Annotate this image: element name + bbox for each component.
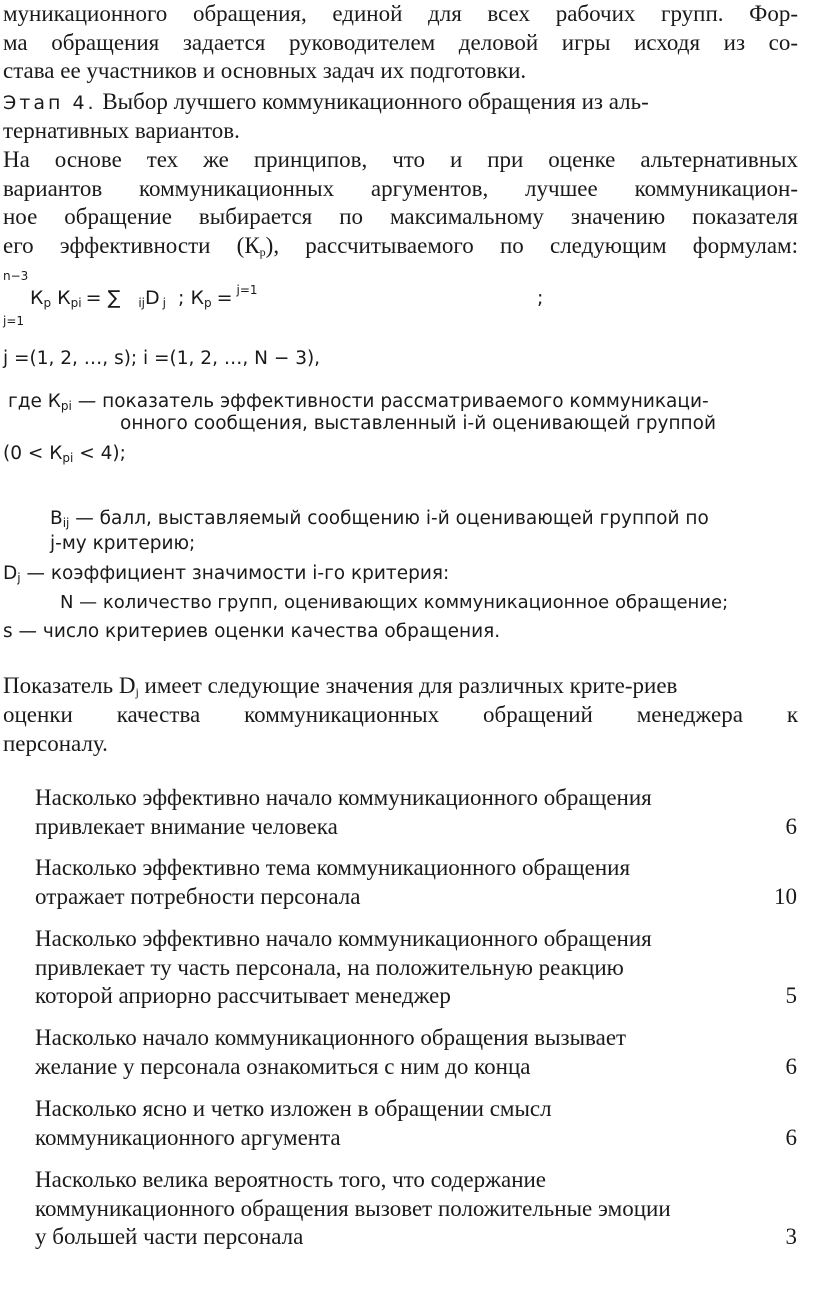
legend-s: s — число критериев оценки качества обращения. [3,621,501,642]
criterion-value: 5 [785,983,797,1008]
legend-dj-b: — коэффициент значимости i-го критерия: [20,563,450,584]
criterion-line: Насколько эффективно начало коммуникационного обращения [35,926,652,951]
formula-indices: j =(1, 2, …, s); i =(1, 2, …, N − 3), [3,348,321,369]
criterion-line: отражает потребности персонала [35,883,361,909]
legend-range-sub: рi [62,451,74,465]
formula-semicolon: ; [537,287,544,309]
formula-kp: ; К [178,287,204,309]
criterion-line: коммуникационного обращения вызовет положительные эмоции [35,1195,671,1221]
stage-4-heading [3,88,649,117]
legend-dj-sub: j [17,571,21,585]
formula-main [30,284,258,312]
formula-k2: К [57,287,71,309]
legend-kpi-cont: онного сообщения, выставленный i-й оценивающей группой [120,413,716,434]
legend-kpi-sub: рi [60,399,72,413]
legend-dj [3,560,449,588]
criterion-item [35,1095,797,1152]
criterion-item [35,784,797,841]
dj-para-line-2-wrap [3,701,798,730]
criterion-value: 3 [785,1224,797,1249]
legend-bij-a: B [50,508,63,529]
criterion-line: Насколько эффективно начало коммуникационного обращения [35,785,652,810]
criterion-line: которой априорно рассчитывает менеджер [35,983,451,1008]
criterion-line: коммуникационного аргумента [35,1124,341,1150]
legend-range-a: (0 < К [3,443,63,464]
criterion-line: Насколько велика вероятность того, что содержание [35,1167,547,1192]
criterion-text [35,1095,725,1152]
criterion-text [35,1024,725,1081]
dj-para-line-1-sub: j [135,685,139,699]
formula-sum: = ∑ [85,287,121,309]
main-paragraph [3,146,798,260]
criterion-line: желание у персонала ознакомиться с ним до конца [35,1053,531,1079]
criterion-line: Насколько начало коммуникационного обращения вызывает [35,1025,627,1050]
criterion-value: 6 [785,1124,797,1150]
para-line-4-sub: р [259,244,266,259]
intro-line-3: става ее участников и основных задач их подготовки. [3,58,527,83]
formula-equals: = [216,287,233,309]
stage-4-title: Выбор лучшего коммуникационного обращения из аль- [96,89,649,114]
formula-d-sub: j [162,296,166,310]
criterion-text [35,925,725,1011]
criterion-value: 6 [785,1053,797,1079]
legend-bij-sub: ij [62,516,70,530]
legend-kpi-a: где К [8,391,61,412]
legend-dj-a: D [3,563,18,584]
legend-range [3,440,126,468]
formula-k2-sub: рi [70,296,82,310]
dj-para-line-1 [3,672,677,701]
criterion-text [35,1166,725,1252]
intro-line-1: муникационного обращения, единой для всех рабочих групп. Фор- [3,1,798,26]
dj-para-line-1-b: имеет следующие значения для различных крите-риев [138,673,678,698]
formula-sup: j=1 [236,283,258,297]
stage-4-title-cont: тернативных вариантов. [3,118,240,143]
legend-bij-cont: j-му критерию; [50,533,196,554]
intro-paragraph [3,0,798,57]
criterion-item [35,925,797,1011]
legend-bij-b: — балл, выставляемый сообщению i-й оценивающей группой по [69,508,709,529]
dj-para-line-3: персоналу. [3,731,108,756]
criterion-line: привлекает внимание человека [35,813,338,839]
formula-k: К [30,287,44,309]
para-line-4-a: его эффективности (К [3,232,260,258]
criterion-line: у большей части персонала [35,1224,304,1249]
formula-kp-sub: р [203,296,212,310]
criterion-line: Насколько ясно и четко изложен в обращении смысл [35,1096,552,1121]
criterion-line: привлекает ту часть персонала, на положительную реакцию [35,954,624,980]
dj-para-line-2: оценки качества коммуникационных обращений менеджера к [3,702,798,727]
legend-bij [50,505,709,533]
para-line-1: На основе тех же принципов, что и при оценке альтернативных [3,147,798,172]
para-line-2: вариантов коммуникационных аргументов, лучшее коммуникацион- [3,175,798,201]
criterion-value: 6 [785,813,797,839]
criterion-text [35,784,725,841]
criterion-item [35,1024,797,1081]
formula-sum-sub: ij [138,296,146,310]
formula-k-sub: р [43,296,52,310]
formula-d: D [145,287,160,309]
criterion-item [35,1166,797,1252]
criterion-value: 10 [774,883,797,909]
formula-upper-limit: n−3 [3,269,29,283]
criterion-line: Насколько эффективно тема коммуникационного обращения [35,855,631,880]
legend-kpi-b: — показатель эффективности рассматриваемого коммуникаци- [71,391,709,412]
formula-lower-limit: j=1 [3,314,25,328]
legend-n: N — количество групп, оценивающих коммуникационное обращение; [60,592,729,613]
intro-line-2: ма обращения задается руководителем деловой игры исходя из со- [3,29,798,55]
para-line-3: ное обращение выбирается по максимальному значению показателя [3,204,798,229]
criterion-item [35,854,797,911]
dj-para-line-1-a: Показатель D [3,673,136,698]
stage-4-label: Этап 4. [3,92,97,114]
para-line-4 [3,232,798,261]
criterion-text [35,854,725,911]
para-line-4-b: ), рассчитываемого по следующим формулам: [265,232,798,258]
legend-range-b: < 4); [73,443,126,464]
